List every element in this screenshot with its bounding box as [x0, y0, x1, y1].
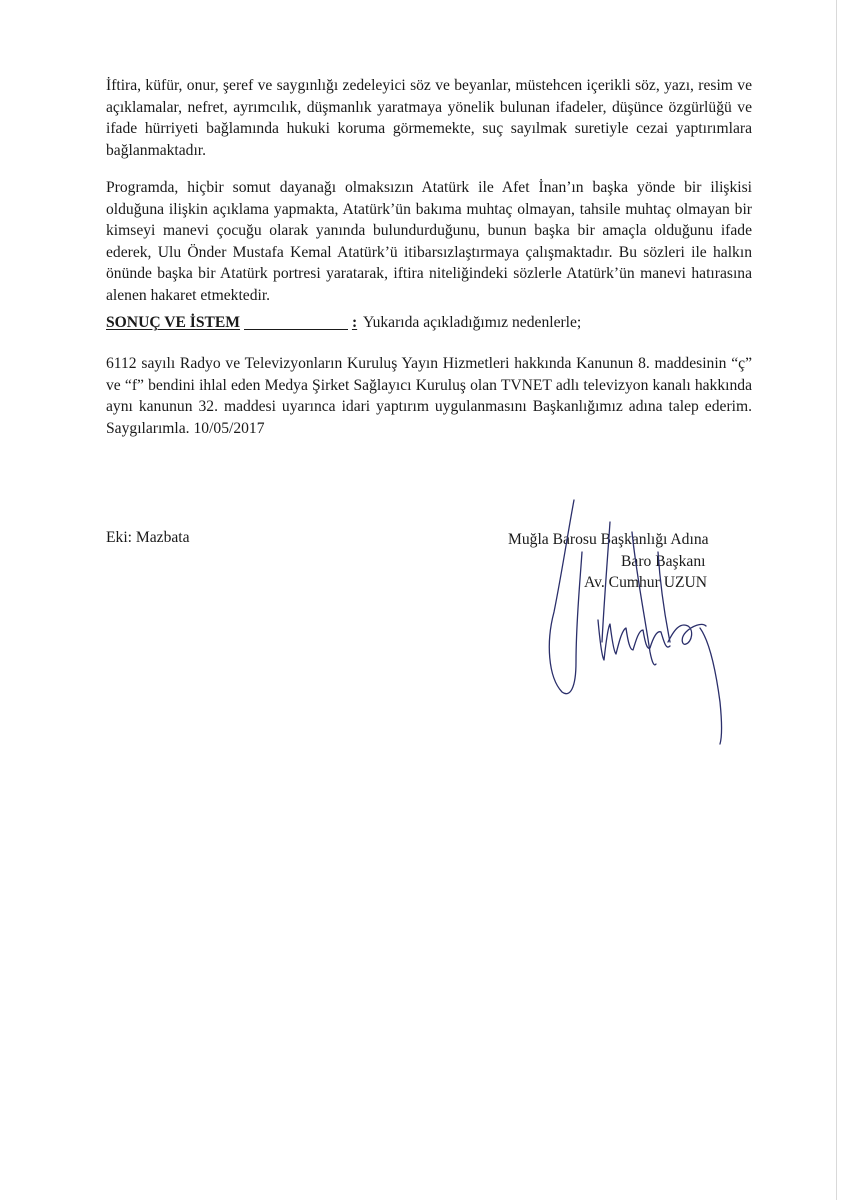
page-edge-line [836, 0, 837, 1200]
result-request-line [106, 312, 752, 334]
paragraph-defamation: İftira, küfür, onur, şeref ve saygınlığı zedeleyici söz ve beyanlar, müstehcen içerikli söz, yazı, resim ve açıklamalar, nefret, ayrımcılık, düşmanlık yaratmaya yönelik bulunan ifadeler, düşünce özgürlüğü ve ifade hürriyeti bağlamında hukuki koruma görmemekte, suç sayılmak suretiyle cezai yaptırımlara bağlanmaktadır. [106, 77, 752, 159]
signer-name: Av. Cumhur UZUN [584, 574, 708, 592]
result-colon: : [351, 314, 358, 331]
paragraph-request: 6112 sayılı Radyo ve Televizyonların Kuruluş Yayın Hizmetleri hakkında Kanunun 8. maddesinin “ç” ve “f” bendini ihlal eden Medya Şirket Sağlayıcı Kuruluş olan TVNET adlı televizyon kanalı hakkında aynı kanunun 32. maddesi uyarınca idari yaptırım uygulanmasını Başkanlığımız adına talep ederim. Saygılarımla. 10/05/2017 [106, 355, 752, 437]
attachment-note: Eki: Mazbata [106, 529, 190, 546]
result-underline-rule [244, 329, 348, 330]
handwritten-signature-icon [540, 492, 740, 762]
paragraph-program: Programda, hiçbir somut dayanağı olmaksızın Atatürk ile Afet İnan’ın başka yönde bir ilişkisi olduğuna ilişkin açıklama yapmakta, Atatürk’ün bakıma muhtaç olmayan, tahsile muhtaç olmayan bir kimseyi manevi çocuğu olarak yanında bulundurduğunu, bunun başka bir amaçla olduğunu ifade ederek, Ulu Önder Mustafa Kemal Atatürk’ü itibarsızlaştırmaya çalışmaktadır. Bu sözleri ile halkın önünde başka bir Atatürk portresi yaratarak, iftira niteliğindeki sözlerle Atatürk’ün manevi hatırasına alenen hakaret etmektedir. [106, 179, 752, 304]
result-text: Yukarıda açıkladığımız nedenlerle; [363, 314, 582, 331]
result-title: SONUÇ VE İSTEM [106, 314, 241, 331]
signer-institution: Muğla Barosu Başkanlığı Adına [508, 531, 709, 548]
signer-title: Baro Başkanı [621, 552, 706, 570]
